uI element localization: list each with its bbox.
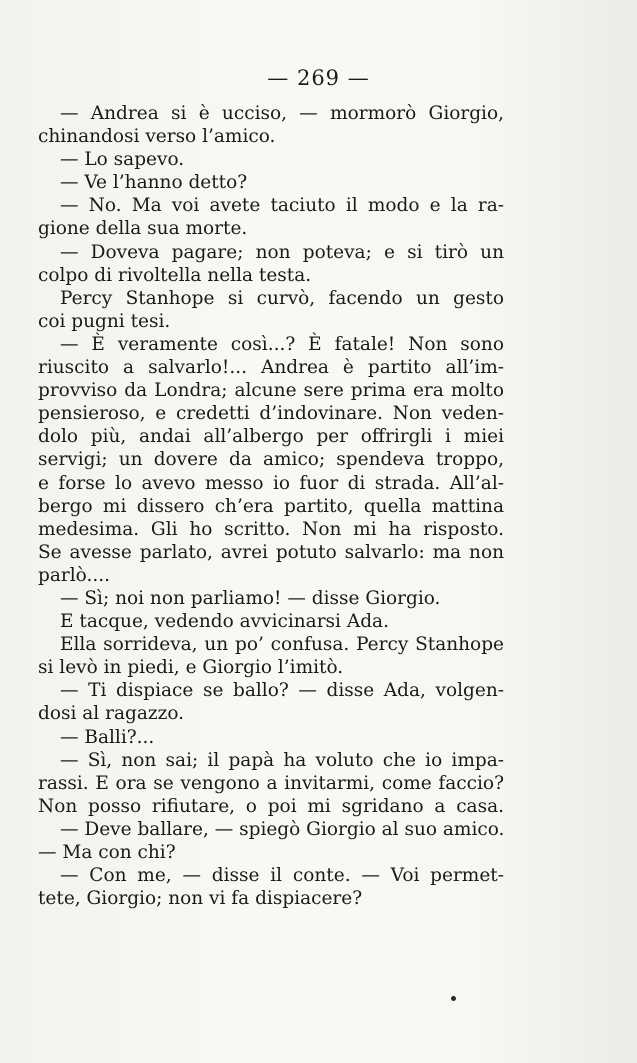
body-text	[38, 102, 504, 910]
text-line: medesima. Gli ho scritto. Non mi ha risposto.	[38, 518, 504, 540]
text-line: — Con me, — disse il conte. — Voi permet-	[60, 865, 504, 887]
text-line: Non posso rifiutare, o poi mi sgridano a casa.	[38, 795, 504, 817]
text-line: — Lo sapevo.	[60, 149, 185, 171]
text-line: tete, Giorgio; non vi fa dispiacere?	[38, 888, 363, 910]
text-line: gione della sua morte.	[38, 218, 248, 240]
text-line: pensieroso, e credetti d’indovinare. Non veden-	[38, 403, 504, 425]
text-line: — Andrea si è ucciso, — mormorò Giorgio,	[60, 103, 504, 124]
text-line: E tacque, vedendo avvicinarsi Ada.	[60, 611, 389, 633]
text-line: parlò....	[38, 564, 110, 586]
text-line: bergo mi dissero ch’era partito, quella mattina	[38, 495, 504, 517]
text-line: Percy Stanhope si curvò, facendo un gesto	[60, 287, 504, 309]
text-line: provviso da Londra; alcune sere prima era molto	[38, 380, 504, 402]
text-line: Ella sorrideva, un po’ confusa. Percy Stanhope	[60, 634, 504, 656]
text-line: rassi. E ora se vengono a invitarmi, come faccio?	[38, 772, 504, 794]
text-line: riuscito a salvarlo!... Andrea è partito all’im-	[38, 357, 504, 379]
text-line: coi pugni tesi.	[38, 310, 171, 332]
text-line: servigi; un dovere da amico; spendeva troppo,	[38, 449, 504, 471]
text-line: si levò in piedi, e Giorgio l’imitò.	[38, 657, 344, 679]
text-line: dolo più, andai all’albergo per offrirgli i miei	[38, 426, 504, 448]
text-line: — Deve ballare, — spiegò Giorgio al suo amico.	[60, 818, 505, 840]
page-number: — 269 —	[267, 66, 370, 90]
text-line: — Sì, non sai; il papà ha voluto che io impa-	[60, 749, 504, 771]
text-line: — Sì; noi non parliamo! — disse Giorgio.	[60, 587, 441, 609]
text-line: e forse lo avevo messo io fuor di strada. All’al-	[38, 472, 504, 494]
text-line: — Ti dispiace se ballo? — disse Ada, volgen-	[60, 680, 504, 702]
text-line: Se avesse parlato, avrei potuto salvarlo: ma non	[38, 541, 504, 563]
text-line: chinandosi verso l’amico.	[38, 126, 276, 148]
text-line: colpo di rivoltella nella testa.	[38, 264, 312, 286]
text-line: — Doveva pagare; non poteva; e si tirò un	[60, 241, 504, 263]
text-line: — Ma con chi?	[38, 842, 176, 863]
text-line: — Balli?...	[60, 726, 155, 748]
text-line: — No. Ma voi avete taciuto il modo e la ra-	[60, 195, 504, 217]
text-line: — Ve l’hanno detto?	[60, 172, 248, 194]
text-line: — È veramente così...? È fatale! Non sono	[60, 333, 504, 355]
text-line: dosi al ragazzo.	[38, 703, 185, 725]
ink-speck	[451, 996, 456, 1001]
